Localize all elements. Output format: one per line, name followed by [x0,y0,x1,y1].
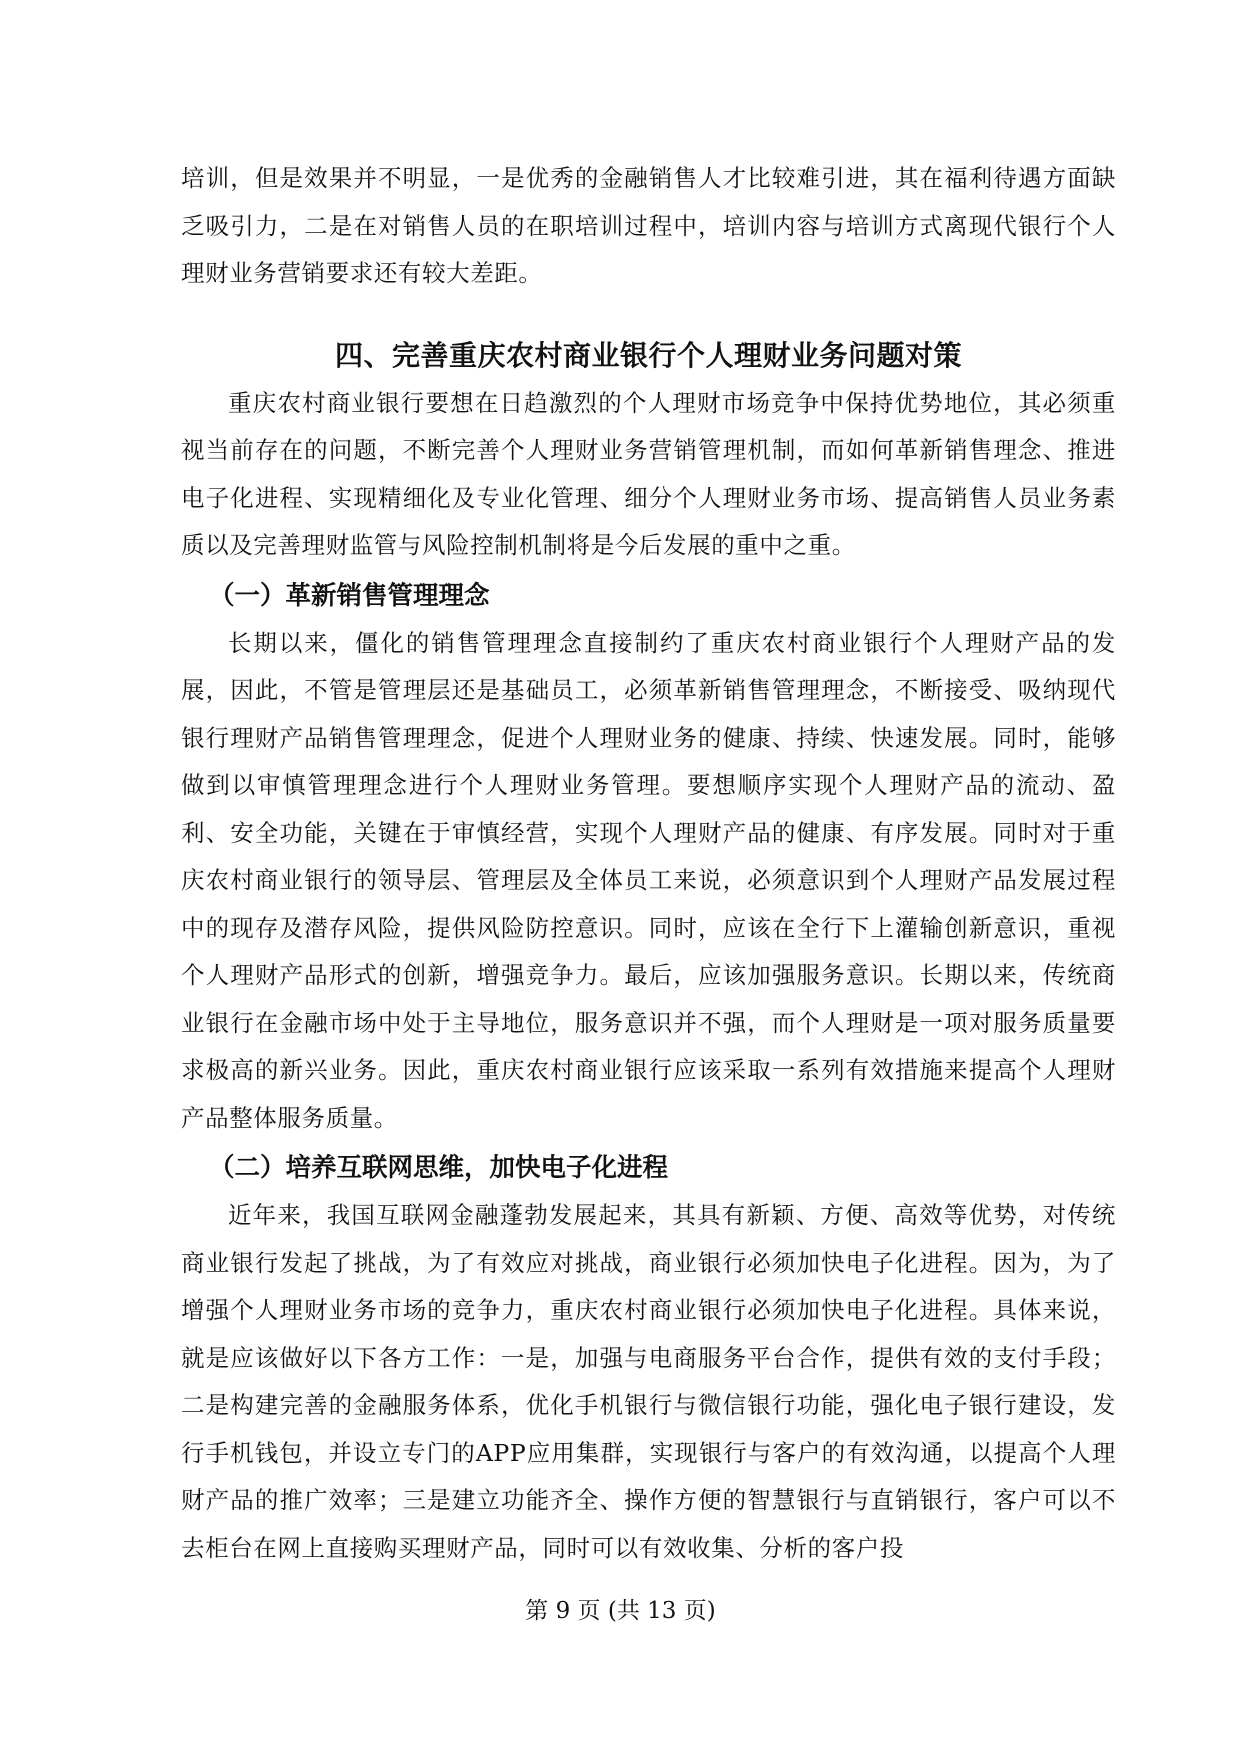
subsection-2-paragraph: 近年来，我国互联网金融蓬勃发展起来，其具有新颖、方便、高效等优势，对传统商业银行发起了挑战，为了有效应对挑战，商业银行必须加快电子化进程。因为，为了增强个人理财业务市场的竞争力，重庆农村商业银行必须加快电子化进程。具体来说，就是应该做好以下各方工作：一是，加强与电商服务平台合作，提供有效的支付手段；二是构建完善的金融服务体系，优化手机银行与微信银行功能，强化电子银行建设，发行手机钱包，并设立专门的APP应用集群，实现银行与客户的有效沟通，以提高个人理财产品的推广效率；三是建立功能齐全、操作方便的智慧银行与直销银行，客户可以不去柜台在网上直接购买理财产品，同时可以有效收集、分析的客户投 [181,1201,1116,1562]
subsection-heading-2: （二）培养互联网思维，加快电子化进程 [209,1153,669,1183]
section-heading: 四、完善重庆农村商业银行个人理财业务问题对策 [334,338,962,372]
intro-paragraph: 培训，但是效果并不明显，一是优秀的金融销售人才比较难引进，其在福利待遇方面缺乏吸引力，二是在对销售人员的在职培训过程中，培训内容与培训方式离现代银行个人理财业务营销要求还有较大差距。 [181,164,1116,287]
page-content [181,155,1116,1572]
subsection-heading-1: （一）革新销售管理理念 [209,580,490,611]
page-number-footer: 第 9 页 (共 13 页) [525,1598,716,1624]
subsection-1-paragraph: 长期以来，僵化的销售管理理念直接制约了重庆农村商业银行个人理财产品的发展，因此，不管是管理层还是基础员工，必须革新销售管理理念，不断接受、吸纳现代银行理财产品销售管理理念，促进个人理财业务的健康、持续、快速发展。同时，能够做到以审慎管理理念进行个人理财业务管理。要想顺序实现个人理财产品的流动、盈利、安全功能，关键在于审慎经营，实现个人理财产品的健康、有序发展。同时对于重庆农村商业银行的领导层、管理层及全体员工来说，必须意识到个人理财产品发展过程中的现存及潜存风险，提供风险防控意识。同时，应该在全行下上灌输创新意识，重视个人理财产品形式的创新，增强竞争力。最后，应该加强服务意识。长期以来，传统商业银行在金融市场中处于主导地位，服务意识并不强，而个人理财是一项对服务质量要求极高的新兴业务。因此，重庆农村商业银行应该采取一系列有效措施来提高个人理财产品整体服务质量。 [181,628,1116,1132]
section-lead-paragraph: 重庆农村商业银行要想在日趋激烈的个人理财市场竞争中保持优势地位，其必须重视当前存在的问题，不断完善个人理财业务营销管理机制，而如何革新销售理念、推进电子化进程、实现精细化及专业化管理、细分个人理财业务市场、提高销售人员业务素质以及完善理财监管与风险控制机制将是今后发展的重中之重。 [181,388,1116,559]
